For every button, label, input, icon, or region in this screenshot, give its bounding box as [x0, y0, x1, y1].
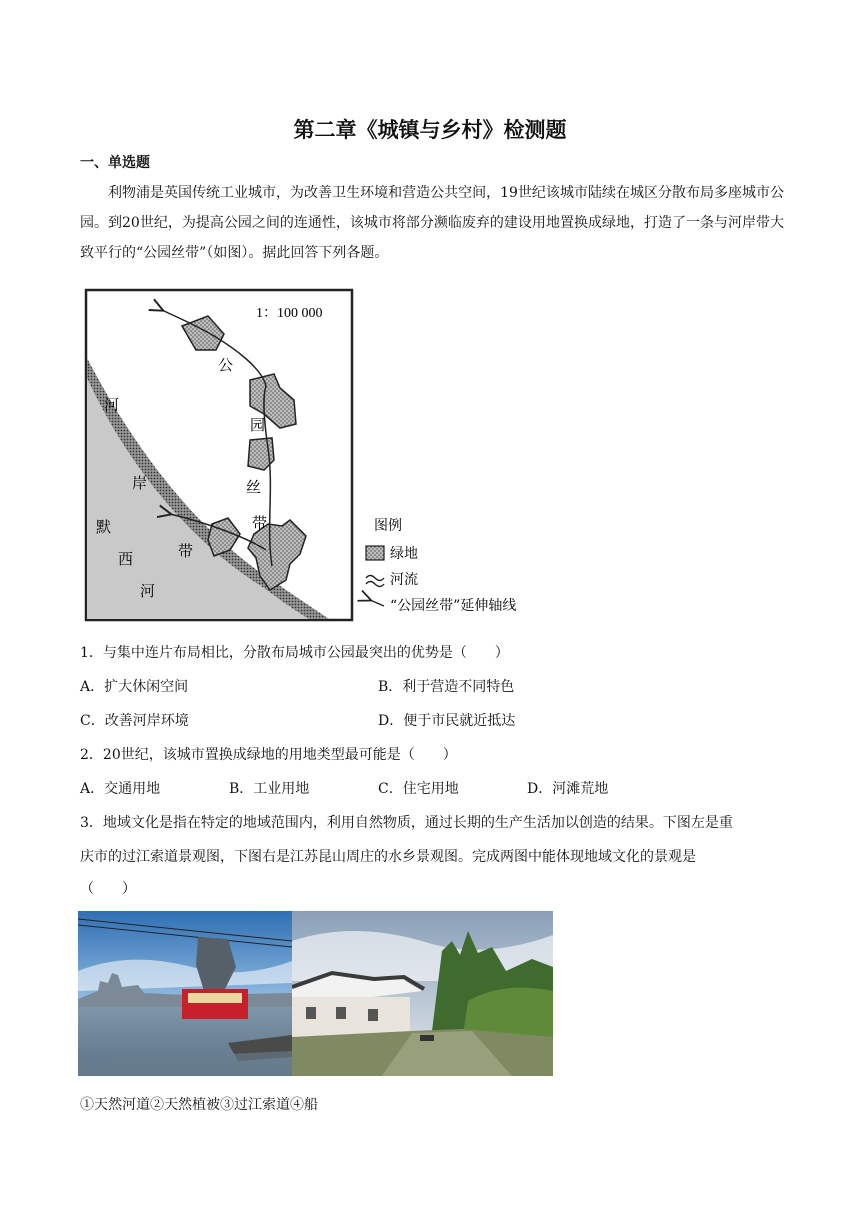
q2-option-a[interactable]: A．交通用地	[80, 781, 161, 797]
legend-green-swatch	[366, 546, 384, 560]
passage	[80, 178, 784, 268]
q3-choices: ①天然河道②天然植被③过江索道④船	[80, 1097, 318, 1113]
q1-stem: 1．与集中连片布局相比，分散布局城市公园最突出的优势是（ ）	[80, 645, 509, 661]
q3-stem-line1: 3．地域文化是指在特定的地域范围内，利用自然物质，通过长期的生产生活加以创造的结果。下图左是重	[80, 815, 733, 831]
river-label-he: 河	[140, 582, 156, 600]
legend-axis-label: “公园丝带”延伸轴线	[390, 598, 517, 614]
ribbon-label-si: 丝	[246, 478, 262, 496]
legend-axis-icon	[370, 600, 384, 606]
river-label-mo: 默	[96, 518, 112, 536]
legend-title: 图例	[374, 518, 402, 534]
map-scale: 1：100 000	[256, 306, 323, 321]
ribbon-label-yuan: 园	[250, 416, 266, 434]
bank-label-dai: 带	[178, 542, 194, 560]
river-label-xi: 西	[118, 550, 134, 568]
ribbon-label-gong: 公	[218, 356, 234, 374]
bank-label-an: 岸	[132, 474, 148, 492]
q1-option-d[interactable]: D．便于市民就近抵达	[378, 713, 516, 729]
legend-green-label: 绿地	[390, 546, 418, 562]
q3-stem-line2: 庆市的过江索道景观图，下图右是江苏昆山周庄的水乡景观图。完成两图中能体现地域文化的景观是	[80, 849, 696, 865]
q3-stem-line3: （ ）	[80, 881, 136, 897]
legend-river-label: 河流	[390, 572, 418, 588]
park-ribbon-map	[84, 288, 564, 624]
section-heading: 一、单选题	[80, 155, 150, 171]
zhouzhuang-watertown-photo	[292, 911, 553, 1076]
chongqing-cableway-photo	[78, 911, 292, 1076]
q2-option-b[interactable]: B．工业用地	[229, 781, 310, 797]
bank-label-he: 河	[104, 396, 120, 414]
passage-text: 利物浦是英国传统工业城市，为改善卫生环境和营造公共空间，19世纪该城市陆续在城区分散布局多座城市公园。到20世纪，为提高公园之间的连通性，该城市将部分濒临废弃的建设用地置换成绿地，打造了一条与河岸带大致平行的“公园丝带”（如图）。据此回答下列各题。	[80, 185, 784, 261]
q2-option-d[interactable]: D．河滩荒地	[527, 781, 609, 797]
q1-option-c[interactable]: C．改善河岸环境	[80, 713, 189, 729]
ribbon-label-dai: 带	[252, 514, 268, 532]
q2-option-c[interactable]: C．住宅用地	[378, 781, 459, 797]
page-title: 第二章《城镇与乡村》检测题	[293, 118, 567, 142]
q1-option-a[interactable]: A．扩大休闲空间	[80, 679, 189, 695]
q1-option-b[interactable]: B．利于营造不同特色	[378, 679, 515, 695]
legend-river-icon	[366, 576, 384, 587]
q2-stem: 2．20世纪，该城市置换成绿地的用地类型最可能是（ ）	[80, 747, 457, 763]
